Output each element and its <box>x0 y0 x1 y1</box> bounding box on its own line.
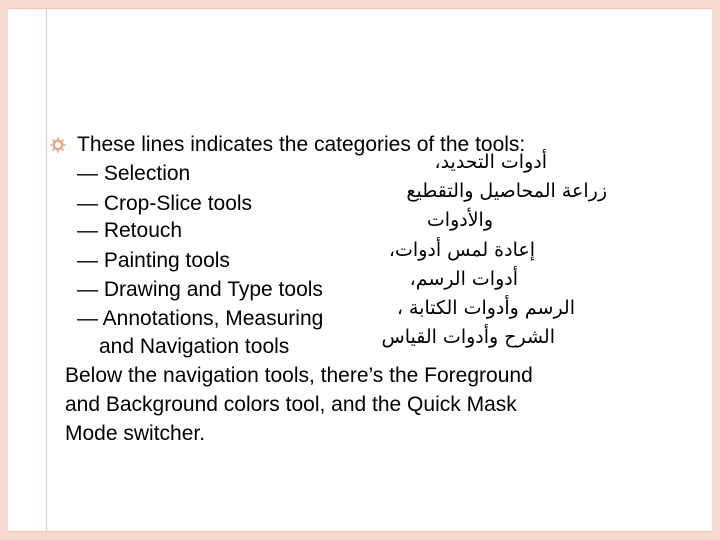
left-border-line <box>46 8 47 532</box>
english-item: and Navigation tools <box>99 335 290 358</box>
english-item: — Drawing and Type tools <box>77 278 323 301</box>
closing-line: Mode switcher. <box>65 422 206 445</box>
arabic-item: الرسم وأدوات الكتابة ، <box>396 297 575 319</box>
heading-line: These lines indicates the categories of the tools: <box>77 133 526 156</box>
sun-ring-bullet-icon <box>50 137 66 153</box>
top-border-line <box>8 8 712 9</box>
arabic-item: إعادة لمس أدوات، <box>388 239 535 261</box>
closing-line: Below the navigation tools, there’s the Foreground <box>65 364 533 387</box>
english-item: — Selection <box>77 162 191 185</box>
closing-line: and Background colors tool, and the Quick Mask <box>65 393 517 416</box>
arabic-item: أدوات التحديد، <box>434 151 547 173</box>
arabic-item: الشرح وأدوات القياس <box>381 326 555 348</box>
arabic-item: أدوات الرسم، <box>409 268 518 290</box>
bottom-border-line <box>8 531 712 532</box>
arabic-item: زراعة المحاصيل والتقطيع <box>406 180 607 202</box>
arabic-item: والأدوات <box>426 209 493 231</box>
english-item: — Painting tools <box>77 249 230 272</box>
english-item: — Annotations, Measuring <box>77 307 324 330</box>
english-item: — Retouch <box>77 219 183 242</box>
english-item: — Crop-Slice tools <box>77 192 253 215</box>
